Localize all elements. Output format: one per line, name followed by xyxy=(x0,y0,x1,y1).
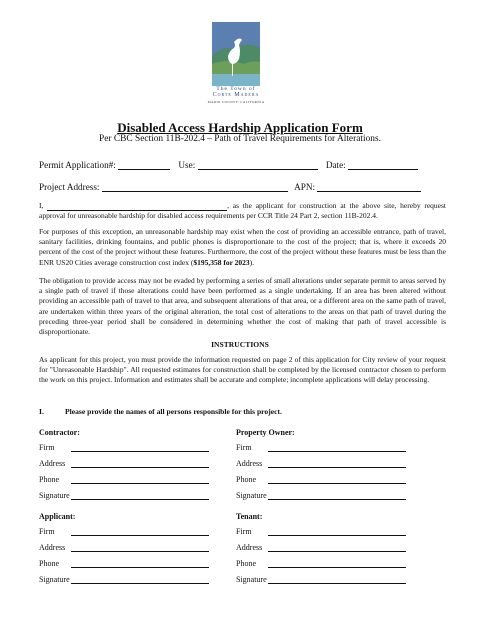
logo-text-line2: Corte Madera xyxy=(212,92,260,98)
tenant-signature-field[interactable] xyxy=(268,574,406,584)
form-title: Disabled Access Hardship Application Form xyxy=(117,120,363,135)
hardship-text: For purposes of this exception, an unreasonable hardship may exist when the cost of providing an accessible entrance, path of travel, sanitary facilities, drinking fountains, and public phones is disproportionate to the cost of the project; that is, where it exceeds 20 percent of the cost of the project without these features. Furthermore, the cost of the project without these features must be less than the ENR US20 Cities average construction cost index ( xyxy=(39,227,446,267)
contractor-firm-field[interactable] xyxy=(71,442,209,452)
owner-phone-field[interactable] xyxy=(268,474,406,484)
cost-index-value: $195,358 for 2023 xyxy=(193,257,250,267)
hardship-text-end: ). xyxy=(249,257,255,267)
applicant-name-field[interactable] xyxy=(47,202,227,211)
owner-firm-row xyxy=(236,442,406,452)
owner-phone-row xyxy=(236,474,406,484)
section-1-number: I. xyxy=(39,407,44,416)
address-field[interactable] xyxy=(102,181,288,192)
field-label: Phone xyxy=(39,475,59,484)
field-label: Firm xyxy=(39,527,55,536)
field-label: Firm xyxy=(39,443,55,452)
owner-signature-row xyxy=(236,490,406,500)
field-label: Firm xyxy=(236,527,252,536)
contractor-phone-field[interactable] xyxy=(71,474,209,484)
tenant-signature-row xyxy=(236,574,406,584)
contractor-signature-field[interactable] xyxy=(71,490,209,500)
instructions-paragraph: As applicant for this project, you must provide the information requested on page 2 of this application for City review of your request for "Unreasonable Hardship". All requested estimates for construction shall be completed by the licensed contractor chosen to perform the work on this project. Information and estimates shall be accurate and complete; incomplete applications will delay processing. xyxy=(39,355,446,385)
request-paragraph xyxy=(39,201,446,221)
applicant-phone-row xyxy=(39,558,209,568)
date-label: Date: xyxy=(325,160,346,170)
owner-address-field[interactable] xyxy=(268,458,406,468)
logo-text-line1: The Town of xyxy=(216,86,256,92)
contractor-address-row xyxy=(39,458,209,468)
tenant-phone-field[interactable] xyxy=(268,558,406,568)
contractor-address-field[interactable] xyxy=(71,458,209,468)
applicant-signature-field[interactable] xyxy=(71,574,209,584)
hardship-definition-paragraph xyxy=(39,227,446,268)
instructions-heading: INSTRUCTIONS xyxy=(211,340,269,349)
field-label: Address xyxy=(39,543,66,552)
field-label: Firm xyxy=(236,443,252,452)
address-row xyxy=(39,181,421,192)
field-label: Signature xyxy=(39,491,70,500)
request-text-start: I, xyxy=(39,201,48,210)
section-1-label: Please provide the names of all persons responsible for this project. xyxy=(65,407,282,416)
apn-label: APN: xyxy=(294,182,316,192)
contractor-signature-row xyxy=(39,490,209,500)
contractor-firm-row xyxy=(39,442,209,452)
tenant-address-field[interactable] xyxy=(268,542,406,552)
applicant-signature-row xyxy=(39,574,209,584)
logo-text-line3: MARIN COUNTY, CALIFORNIA xyxy=(207,100,265,104)
permit-field[interactable] xyxy=(118,159,170,170)
owner-firm-field[interactable] xyxy=(268,442,406,452)
field-label: Signature xyxy=(39,575,70,584)
applicant-group-title: Applicant: xyxy=(39,512,76,521)
permit-row xyxy=(39,159,418,170)
field-label: Phone xyxy=(236,559,256,568)
field-label: Phone xyxy=(39,559,59,568)
section-1-title xyxy=(39,407,282,416)
applicant-phone-field[interactable] xyxy=(71,558,209,568)
applicant-firm-field[interactable] xyxy=(71,526,209,536)
field-label: Signature xyxy=(236,491,267,500)
applicant-firm-row xyxy=(39,526,209,536)
contractor-phone-row xyxy=(39,474,209,484)
owner-address-row xyxy=(236,458,406,468)
tenant-firm-row xyxy=(236,526,406,536)
field-label: Address xyxy=(39,459,66,468)
address-label: Project Address: xyxy=(39,182,100,192)
applicant-address-row xyxy=(39,542,209,552)
applicant-address-field[interactable] xyxy=(71,542,209,552)
tenant-group-title: Tenant: xyxy=(236,512,263,521)
request-text-end: , as the applicant for construction at the above site, hereby request approval for unreasonable hardship for disabled access requirements per CCR Title 24 Part 2, section 11B-202.4. xyxy=(39,201,446,221)
date-field[interactable] xyxy=(348,159,418,170)
field-label: Signature xyxy=(236,575,267,584)
use-label: Use: xyxy=(178,160,196,170)
obligation-paragraph: The obligation to provide access may not be evaded by performing a series of small alterations under separate permit to areas served by a single path of travel if those alterations could have been performed as a single undertaking. If an area has been altered without providing an accessible path of travel to that area, and subsequent alterations of that area, or a different area on the same path of travel, are undertaken within three years of the original alteration, the total cost of alterations to the areas on that path of travel during the preceding three-year period shall be considered in determining whether the cost of making that path of travel accessible is disproportionate. xyxy=(39,276,446,337)
owner-group-title: Property Owner: xyxy=(236,428,295,437)
form-subtitle: Per CBC Section 11B-202.4 – Path of Travel Requirements for Alterations. xyxy=(99,134,381,144)
field-label: Address xyxy=(236,543,263,552)
contractor-group-title: Contractor: xyxy=(39,428,80,437)
field-label: Address xyxy=(236,459,263,468)
owner-signature-field[interactable] xyxy=(268,490,406,500)
permit-label: Permit Application#: xyxy=(39,160,116,170)
tenant-firm-field[interactable] xyxy=(268,526,406,536)
apn-field[interactable] xyxy=(317,181,421,192)
tenant-address-row xyxy=(236,542,406,552)
tenant-phone-row xyxy=(236,558,406,568)
use-field[interactable] xyxy=(198,159,318,170)
field-label: Phone xyxy=(236,475,256,484)
